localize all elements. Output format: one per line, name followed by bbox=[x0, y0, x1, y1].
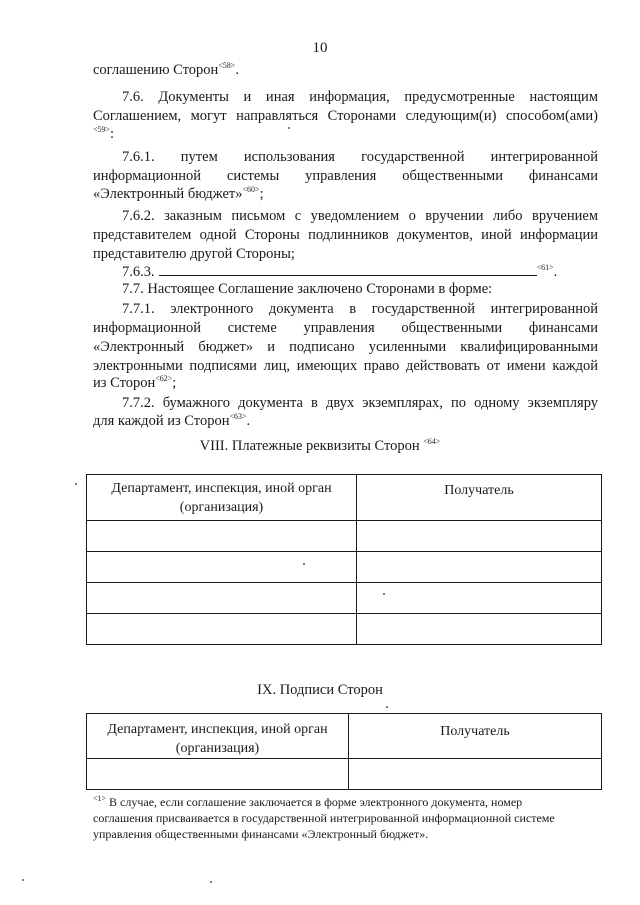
paragraph-7-6-2: 7.6.2. заказным письмом с уведомлением о вручении либо вручением bbox=[122, 208, 598, 224]
signatures-table bbox=[86, 713, 602, 790]
section-9-title: IX. Подписи Сторон bbox=[257, 682, 383, 698]
signature-cell bbox=[87, 759, 349, 790]
paragraph-7-6-1: 7.6.1. путем использования государственной интегрированной bbox=[122, 149, 598, 165]
footnote-ref: <58> bbox=[218, 61, 236, 71]
signature-row bbox=[87, 759, 602, 790]
footnote-ref: <61> bbox=[536, 263, 554, 273]
table-cell bbox=[87, 521, 357, 552]
column-header-recipient: Получатель bbox=[349, 714, 602, 759]
text-line: соглашению Сторон$^{<58>}$. bbox=[93, 61, 239, 78]
column-header-department: Департамент, инспекция, иной орган (организация) bbox=[87, 475, 357, 521]
table-row bbox=[87, 614, 602, 645]
scan-speck bbox=[383, 593, 385, 595]
footnote-ref: <60> bbox=[242, 185, 260, 195]
fill-in-blank bbox=[159, 264, 537, 276]
footnote-marker: <1> bbox=[93, 794, 107, 803]
scan-speck bbox=[210, 881, 212, 883]
text-line: для каждой из Сторон$^{<63>}$. bbox=[93, 412, 251, 429]
footnote-ref: <59> bbox=[93, 125, 111, 135]
table-header-row bbox=[87, 714, 602, 759]
scan-speck bbox=[386, 706, 388, 708]
paragraph-7-7: 7.7. Настоящее Соглашение заключено Сторонами в форме: bbox=[122, 281, 493, 297]
footnote-ref: <64> bbox=[423, 437, 441, 447]
table-cell bbox=[87, 583, 357, 614]
footnote bbox=[93, 794, 603, 842]
footnote-line: управления общественными финансами «Электронный бюджет». bbox=[93, 827, 429, 841]
section-8-title: VIII. Платежные реквизиты Сторон $^{<64>}$ bbox=[199, 437, 441, 454]
text-line: представителю другой Стороны; bbox=[93, 246, 295, 262]
paragraph-7-6-3: 7.6.3. $^{<61>}$. bbox=[122, 263, 558, 280]
table-cell bbox=[357, 614, 602, 645]
column-header-recipient: Получатель bbox=[357, 475, 602, 521]
scan-speck bbox=[75, 483, 77, 485]
text-line: информационной системе управления общественными финансами bbox=[93, 320, 598, 336]
scan-speck bbox=[288, 127, 290, 129]
footnote-ref: <62> bbox=[155, 374, 173, 384]
signature-cell bbox=[349, 759, 602, 790]
table-cell bbox=[357, 521, 602, 552]
paragraph-7-6: 7.6. Документы и иная информация, предусмотренные настоящим bbox=[122, 89, 598, 105]
page-number: 10 bbox=[312, 40, 328, 56]
footnote-line: соглашения присваивается в государственной интегрированной информационной системе bbox=[93, 811, 555, 825]
table-row bbox=[87, 552, 602, 583]
text-line: информационной системы управления общественными финансами bbox=[93, 168, 598, 184]
table-cell bbox=[87, 614, 357, 645]
table-row bbox=[87, 583, 602, 614]
table-row bbox=[87, 521, 602, 552]
table-cell bbox=[357, 583, 602, 614]
footnote-line: $^{<1>}$ В случае, если соглашение заключается в форме электронного документа, номер bbox=[93, 794, 523, 809]
scan-speck bbox=[22, 879, 24, 881]
table-header-row bbox=[87, 475, 602, 521]
text-line: представителем одной Стороны подлинников документов, иной информации bbox=[93, 227, 598, 243]
table-cell bbox=[357, 552, 602, 583]
text-line: Соглашением, могут направляться Сторонами следующим(и) способом(ами) bbox=[93, 108, 598, 124]
text-line: электронными подписями лиц, имеющих право действовать от имени каждой bbox=[93, 358, 598, 374]
text-line: $^{<59>}$: bbox=[93, 125, 115, 142]
footnote-ref: <63> bbox=[229, 412, 247, 422]
paragraph-7-7-1: 7.7.1. электронного документа в государственной интегрированной bbox=[122, 301, 598, 317]
paragraph-7-7-2: 7.7.2. бумажного документа в двух экземплярах, по одному экземпляру bbox=[122, 395, 598, 411]
table-cell bbox=[87, 552, 357, 583]
payment-details-table bbox=[86, 474, 602, 645]
text-line: «Электронный бюджет»$^{<60>}$; bbox=[93, 185, 264, 202]
text-line: «Электронный бюджет» и подписано усиленными квалифицированными bbox=[93, 339, 598, 355]
scan-speck bbox=[303, 563, 305, 565]
column-header-department: Департамент, инспекция, иной орган (организация) bbox=[87, 714, 349, 759]
text-line: из Сторон$^{<62>}$; bbox=[93, 374, 177, 391]
